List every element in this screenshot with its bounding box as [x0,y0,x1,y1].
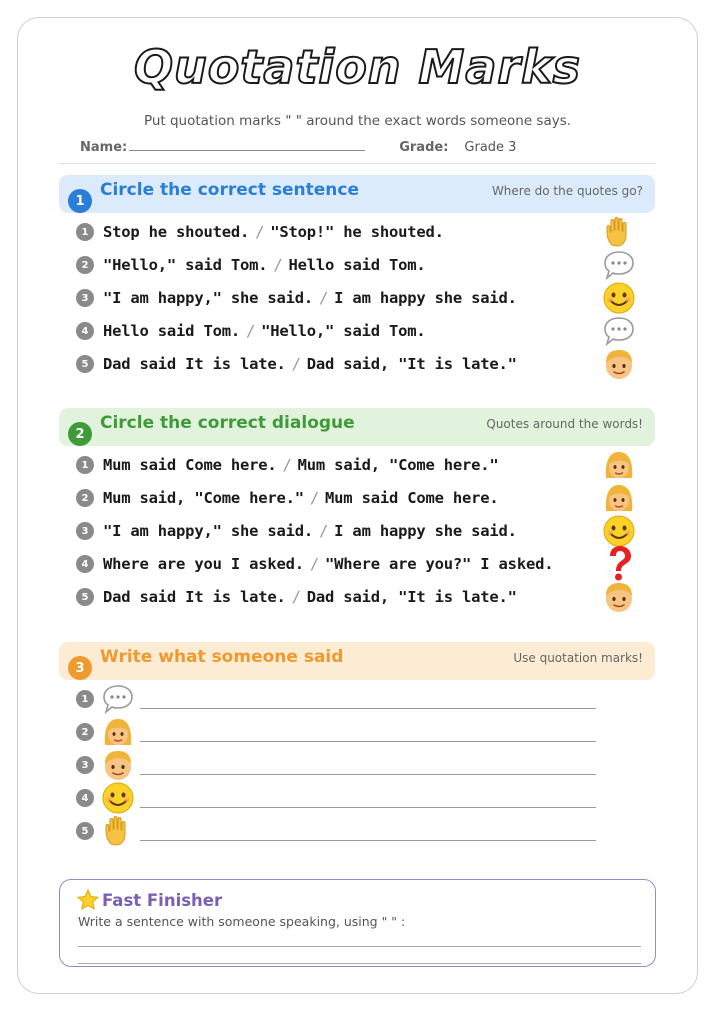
question-mark-icon [602,545,636,583]
item-icon [602,215,636,249]
page-title: Quotation Marks [133,40,582,94]
choice-a[interactable]: "Hello," said Tom. [103,256,268,274]
item-number: 5 [76,588,94,606]
answer-line[interactable] [140,708,596,709]
separator: / [255,223,265,241]
raised-hand-icon [102,814,134,848]
item-icon [602,248,636,282]
sentence-choices [103,588,517,606]
item-number: 5 [76,822,94,840]
smiley-icon [602,281,636,315]
sentence-choices [103,223,444,241]
answer-line[interactable] [78,963,641,964]
item-number: 2 [76,723,94,741]
boy-face-icon [602,580,636,614]
separator: / [319,289,329,307]
section-1-badge: 1 [68,189,92,213]
fast-finisher-instructions: Write a sentence with someone speaking, using " " : [78,914,406,929]
choice-b[interactable]: "Hello," said Tom. [261,322,426,340]
item-number: 4 [76,555,94,573]
write-row [76,716,596,748]
row-icon [100,682,136,716]
sentence-choices [103,555,553,573]
section-3-hint: Use quotation marks! [513,651,643,665]
write-row [76,815,596,847]
choice-a[interactable]: Mum said, "Come here." [103,489,304,507]
name-grade-row [80,137,640,155]
answer-line[interactable] [140,807,596,808]
question-item [76,283,636,313]
item-number: 3 [76,756,94,774]
section-2-header [59,408,655,446]
star-icon [76,888,100,912]
choice-a[interactable]: Dad said It is late. [103,588,286,606]
separator: / [282,456,292,474]
choice-b[interactable]: I am happy she said. [334,522,517,540]
instructions: Put quotation marks " " around the exact words someone says. [143,113,572,129]
item-number: 2 [76,489,94,507]
smiley-icon [101,781,135,815]
speech-bubble-icon [602,249,636,281]
sentence-choices [103,489,499,507]
choice-b[interactable]: Mum said, "Come here." [297,456,499,474]
section-1-header [59,175,655,213]
row-icon [100,814,136,848]
write-row [76,749,596,781]
item-number: 4 [76,789,94,807]
row-icon [100,781,136,815]
choice-a[interactable]: "I am happy," she said. [103,522,314,540]
item-number: 5 [76,355,94,373]
choice-a[interactable]: Where are you I asked. [103,555,304,573]
question-item [76,582,636,612]
item-icon [602,347,636,381]
choice-b[interactable]: Dad said, "It is late." [306,588,517,606]
separator: / [291,355,301,373]
question-item [76,549,636,579]
separator: / [291,588,301,606]
speech-bubble-icon [101,683,135,715]
write-row [76,782,596,814]
separator: / [245,322,256,340]
answer-line[interactable] [78,946,641,947]
separator: / [273,256,283,274]
choice-a[interactable]: Stop he shouted. [103,223,250,241]
question-item [76,483,636,513]
choice-a[interactable]: "I am happy," she said. [103,289,314,307]
question-item [76,349,636,379]
choice-a[interactable]: Mum said Come here. [103,456,277,474]
answer-line[interactable] [140,774,596,775]
row-icon [100,748,136,782]
separator: / [309,489,320,507]
separator: / [319,522,329,540]
choice-b[interactable]: "Stop!" he shouted. [270,223,444,241]
choice-b[interactable]: Mum said Come here. [325,489,499,507]
choice-b[interactable]: "Where are you?" I asked. [325,555,554,573]
item-icon [602,281,636,315]
question-item [76,217,636,247]
star-icon [76,888,100,912]
sentence-choices [103,355,517,373]
answer-line[interactable] [140,741,596,742]
item-icon [602,448,636,482]
separator: / [309,555,320,573]
section-2-badge: 2 [68,422,92,446]
choice-a[interactable]: Hello said Tom. [103,322,240,340]
question-item [76,516,636,546]
woman-face-icon [602,448,636,482]
sentence-choices [103,322,426,340]
question-item [76,316,636,346]
section-3-title: Write what someone said [100,647,344,667]
sentence-choices [103,522,517,540]
sentence-choices [103,289,517,307]
section-2-title: Circle the correct dialogue [100,413,355,433]
item-number: 3 [76,289,94,307]
smiley-icon [602,514,636,548]
write-row [76,683,596,715]
item-number: 1 [76,223,94,241]
fast-finisher-title: Fast Finisher [102,890,223,910]
choice-a[interactable]: Dad said It is late. [103,355,286,373]
row-icon [100,715,136,749]
item-number: 4 [76,322,94,340]
item-icon [602,514,636,548]
grade-label: Grade: [399,140,449,155]
item-icon [602,580,636,614]
item-icon [602,314,636,348]
fast-finisher-header [76,888,222,912]
item-icon [602,481,636,515]
woman-face-icon [602,481,636,515]
choice-b[interactable]: I am happy she said. [334,289,517,307]
choice-b[interactable]: Hello said Tom. [288,256,426,274]
item-number: 1 [76,456,94,474]
divider [59,163,656,164]
sentence-choices [103,256,426,274]
fast-finisher-box [59,879,656,967]
section-2-hint: Quotes around the words! [486,417,643,431]
section-1-title: Circle the correct sentence [100,180,360,200]
question-item [76,450,636,480]
item-number: 3 [76,522,94,540]
question-item [76,250,636,280]
item-icon [602,547,636,581]
woman-face-icon [101,715,135,749]
choice-b[interactable]: Dad said, "It is late." [306,355,517,373]
section-3-header [59,642,655,680]
name-label: Name: [80,140,128,155]
name-field[interactable] [129,137,365,151]
boy-face-icon [101,748,135,782]
boy-face-icon [602,347,636,381]
section-1-hint: Where do the quotes go? [491,184,643,198]
item-number: 1 [76,690,94,708]
section-3-badge: 3 [68,656,92,680]
sentence-choices [103,456,499,474]
speech-bubble-icon [602,315,636,347]
raised-hand-icon [603,215,635,249]
item-number: 2 [76,256,94,274]
answer-line[interactable] [140,840,596,841]
grade-value: Grade 3 [464,140,517,155]
